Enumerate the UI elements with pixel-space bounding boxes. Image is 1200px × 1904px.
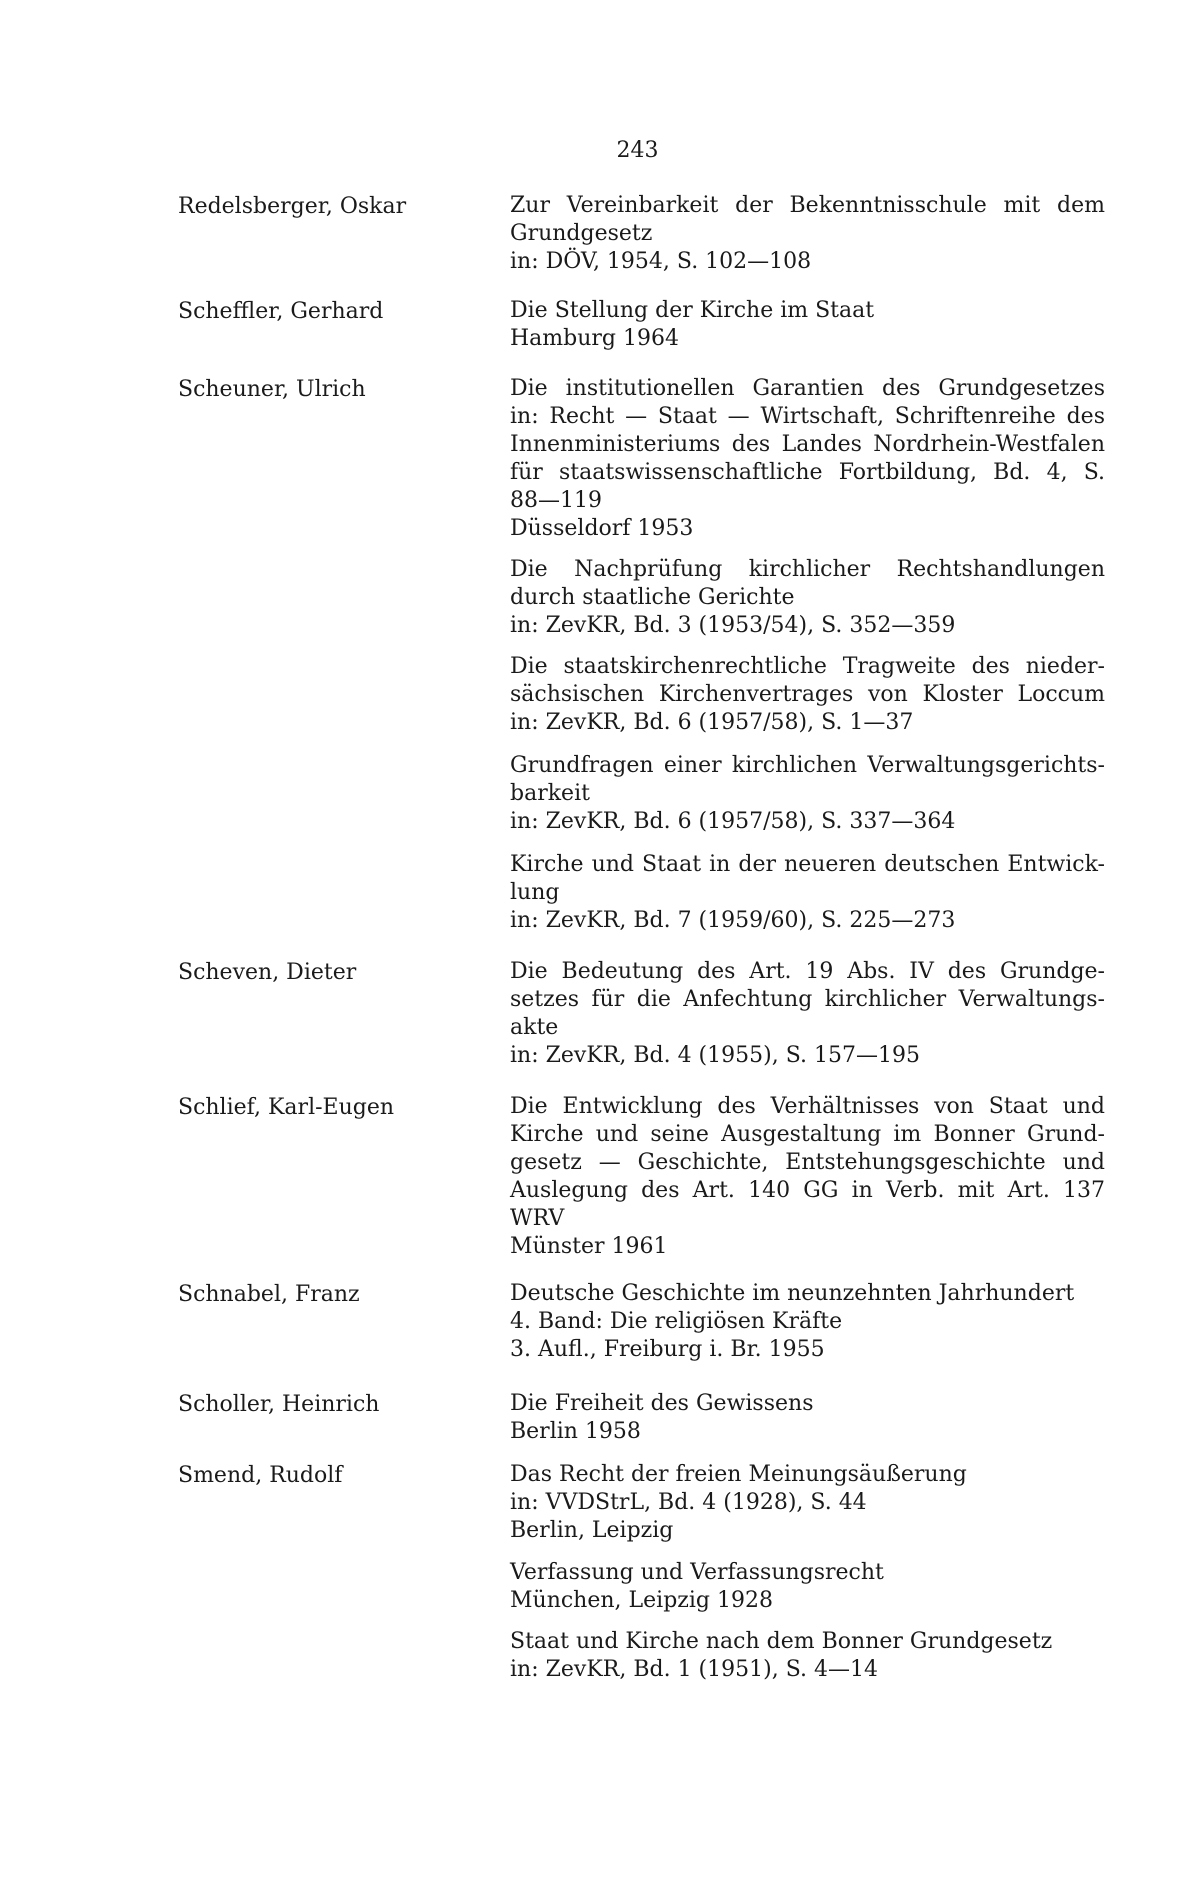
author-smend: Smend, Rudolf — [178, 1463, 343, 1488]
entry-line: setzes für die Anfechtung kirchlicher Verwaltungs- — [510, 987, 1105, 1012]
entry-line: in: ZevKR, Bd. 1 (1951), S. 4—14 — [510, 1657, 878, 1682]
entry-line: in: ZevKR, Bd. 6 (1957/58), S. 337—364 — [510, 809, 956, 834]
entry-line: Die Stellung der Kirche im Staat — [510, 298, 875, 323]
entry-line: in: VVDStrL, Bd. 4 (1928), S. 44 — [510, 1490, 867, 1515]
entry-line: 88—119 — [510, 488, 602, 513]
entry-line: München, Leipzig 1928 — [510, 1588, 773, 1613]
entry-line: für staatswissenschaftliche Fortbildung, Bd. 4, S. — [510, 460, 1105, 485]
entry-line: Kirche und seine Ausgestaltung im Bonner Grund- — [510, 1122, 1105, 1147]
author-redelsberger: Redelsberger, Oskar — [178, 194, 407, 219]
author-scheuner: Scheuner, Ulrich — [178, 377, 366, 402]
entry-line: Grundfragen einer kirchlichen Verwaltungsgerichts- — [510, 753, 1105, 778]
entry-line: akte — [510, 1015, 559, 1040]
entry-line: WRV — [510, 1206, 565, 1231]
entry-line: in: ZevKR, Bd. 6 (1957/58), S. 1—37 — [510, 710, 914, 735]
entry-line: Innenministeriums des Landes Nordrhein-Westfalen — [510, 432, 1105, 457]
entry-line: Berlin, Leipzig — [510, 1518, 674, 1543]
entry-line: Grundgesetz — [510, 221, 653, 246]
author-scheffler: Scheffler, Gerhard — [178, 299, 384, 324]
entry-line: Deutsche Geschichte im neunzehnten Jahrhundert — [510, 1281, 1075, 1306]
entry-line: in: ZevKR, Bd. 4 (1955), S. 157—195 — [510, 1043, 920, 1068]
entry-line: Die Entwicklung des Verhältnisses von Staat und — [510, 1094, 1105, 1119]
entry-line: in: ZevKR, Bd. 7 (1959/60), S. 225—273 — [510, 908, 956, 933]
entry-line: Die Bedeutung des Art. 19 Abs. IV des Grundge- — [510, 959, 1105, 984]
entry-line: barkeit — [510, 781, 590, 806]
entry-line: Zur Vereinbarkeit der Bekenntnisschule mit dem — [510, 193, 1105, 218]
entry-line: Auslegung des Art. 140 GG in Verb. mit Art. 137 — [510, 1178, 1105, 1203]
entry-line: Die staatskirchenrechtliche Tragweite des nieder- — [510, 654, 1105, 679]
entry-line: gesetz — Geschichte, Entstehungsgeschichte und — [510, 1150, 1105, 1175]
entry-line: durch staatliche Gerichte — [510, 585, 795, 610]
author-scholler: Scholler, Heinrich — [178, 1392, 380, 1417]
entry-line: in: DÖV, 1954, S. 102—108 — [510, 249, 812, 274]
entry-line: Die Freiheit des Gewissens — [510, 1391, 814, 1416]
entry-line: 3. Aufl., Freiburg i. Br. 1955 — [510, 1337, 825, 1362]
entry-line: lung — [510, 880, 560, 905]
author-scheven: Scheven, Dieter — [178, 960, 357, 985]
entry-line: Düsseldorf 1953 — [510, 516, 694, 541]
entry-line: Hamburg 1964 — [510, 326, 679, 351]
entry-line: sächsischen Kirchenvertrages von Kloster Loccum — [510, 682, 1105, 707]
entry-line: Das Recht der freien Meinungsäußerung — [510, 1462, 967, 1487]
entry-line: Die Nachprüfung kirchlicher Rechtshandlungen — [510, 557, 1105, 582]
entry-line: Münster 1961 — [510, 1234, 668, 1259]
entry-line: Die institutionellen Garantien des Grundgesetzes — [510, 376, 1105, 401]
entry-line: Staat und Kirche nach dem Bonner Grundgesetz — [510, 1629, 1053, 1654]
entry-line: in: Recht — Staat — Wirtschaft, Schriftenreihe des — [510, 404, 1105, 429]
entry-line: Kirche und Staat in der neueren deutschen Entwick- — [510, 852, 1105, 877]
entry-line: in: ZevKR, Bd. 3 (1953/54), S. 352—359 — [510, 613, 956, 638]
entry-line: Berlin 1958 — [510, 1419, 641, 1444]
entry-line: 4. Band: Die religiösen Kräfte — [510, 1309, 843, 1334]
entry-line: Verfassung und Verfassungsrecht — [510, 1560, 884, 1585]
page-number: 243 — [616, 138, 659, 163]
author-schnabel: Schnabel, Franz — [178, 1282, 360, 1307]
author-schlief: Schlief, Karl-Eugen — [178, 1095, 395, 1120]
